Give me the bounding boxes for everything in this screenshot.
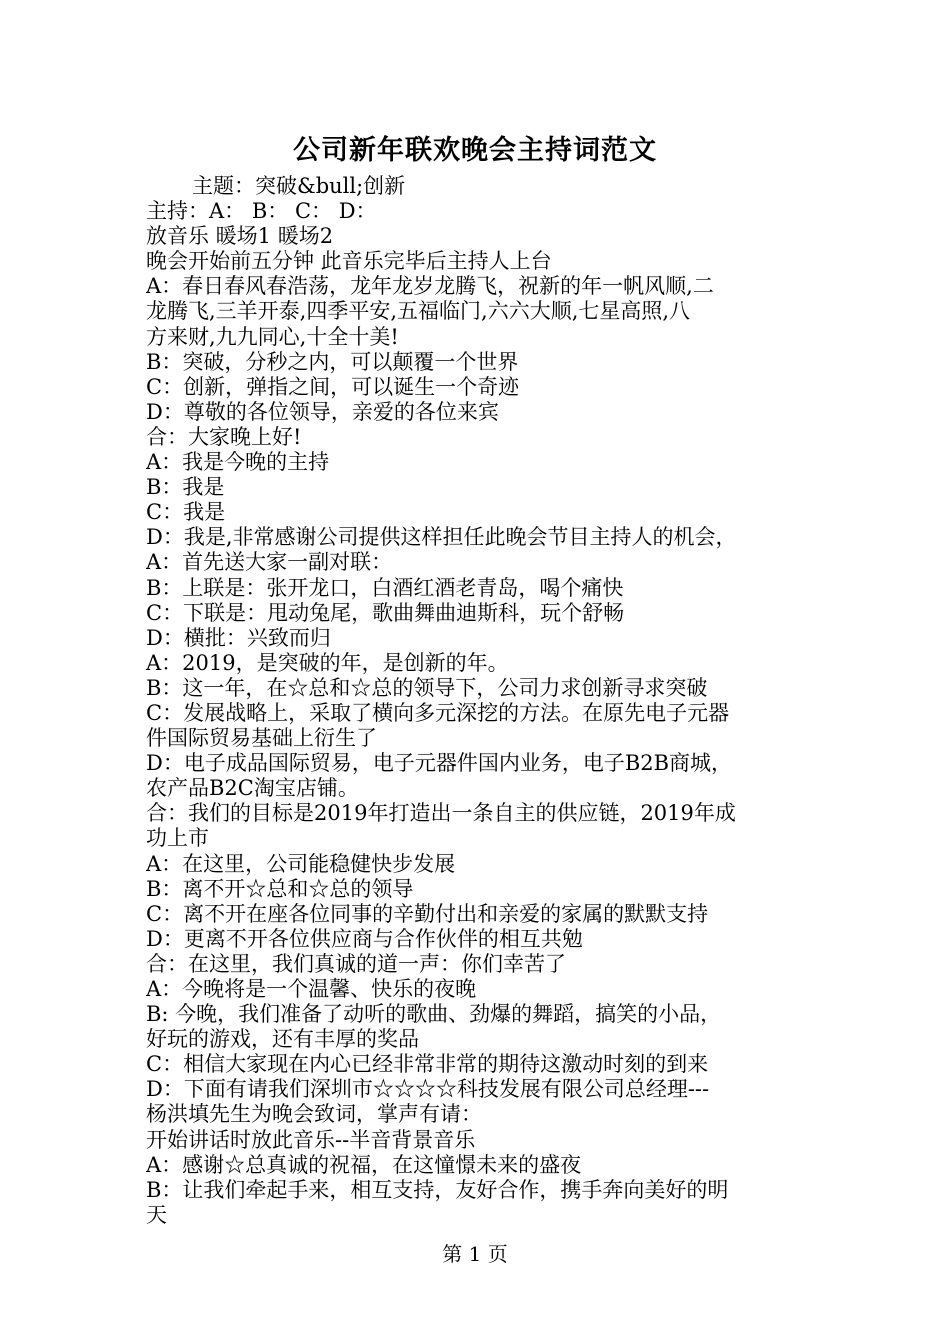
text-line: 龙腾飞,三羊开泰,四季平安,五福临门,六六大顺,七星高照,八 (146, 299, 691, 324)
text-line: B：突破，分秒之内，可以颠覆一个世界 (146, 349, 519, 374)
text-line: 主持：A： B： C： D： (146, 199, 377, 224)
text-line: 农产品B2C淘宝店铺。 (146, 776, 359, 801)
text-line: D：尊敬的各位领导，亲爱的各位来宾 (146, 399, 499, 424)
text-line: B：这一年，在☆总和☆总的领导下，公司力求创新寻求突破 (146, 675, 708, 700)
text-line-theme: 主题：突破&bull;创新 (192, 174, 406, 198)
text-line: A：春日春风春浩荡，龙年龙岁龙腾飞，祝新的年一帆风顺,二 (146, 274, 714, 299)
page-number: 第 1 页 (442, 1242, 508, 1266)
text-line: A：2019，是突破的年，是创新的年。 (146, 650, 509, 675)
text-line: A：我是今晚的主持 (146, 450, 330, 475)
text-line: A：首先送大家一副对联： (146, 550, 393, 575)
text-line: D：我是,非常感谢公司提供这样担任此晚会节目主持人的机会， (146, 525, 737, 550)
text-line: 开始讲话时放此音乐--半音背景音乐 (146, 1127, 476, 1152)
text-line: A：感谢☆总真诚的祝福，在这憧憬未来的盛夜 (146, 1152, 582, 1177)
text-line: C：离不开在座各位同事的辛勤付出和亲爱的家属的默默支持 (146, 901, 709, 926)
text-line: B：我是 (146, 475, 225, 500)
text-line: A：今晚将是一个温馨、快乐的夜晚 (146, 977, 477, 1001)
text-line: B：上联是：张开龙口，白酒红酒老青岛，喝个痛快 (146, 575, 624, 600)
text-line: 合：在这里，我们真诚的道一声：你们幸苦了 (146, 951, 566, 976)
text-line: B: 今晚，我们准备了动听的歌曲、劲爆的舞蹈，搞笑的小品， (146, 1002, 722, 1027)
text-line: 方来财,九九同心,十全十美! (146, 324, 399, 349)
text-line: B：离不开☆总和☆总的领导 (146, 876, 414, 901)
document-body (146, 174, 810, 1228)
text-line: D：更离不开各位供应商与合作伙伴的相互共勉 (146, 926, 583, 951)
text-line: C：发展战略上，采取了横向多元深挖的方法。在原先电子元器 (146, 700, 730, 725)
text-line: 杨洪填先生为晚会致词，掌声有请： (146, 1102, 482, 1127)
text-line: 放音乐 暖场1 暖场2 (146, 224, 334, 249)
text-line: C：创新，弹指之间，可以诞生一个奇迹 (146, 374, 520, 399)
text-line: 好玩的游戏，还有丰厚的奖品 (146, 1027, 419, 1052)
text-line: 功上市 (146, 826, 209, 851)
text-line: 合：我们的目标是2019年打造出一条自主的供应链，2019年成 (146, 801, 736, 826)
text-line: D：下面有请我们深圳市☆☆☆☆科技发展有限公司总经理--- (146, 1077, 710, 1102)
text-line: 件国际贸易基础上衍生了 (146, 726, 377, 751)
text-line: C：相信大家现在内心已经非常非常的期待这激动时刻的到来 (146, 1052, 709, 1077)
document-title: 公司新年联欢晚会主持词范文 (293, 135, 657, 166)
text-line: B：让我们牵起手来，相互支持，友好合作，携手奔向美好的明 (146, 1177, 729, 1202)
text-line: 天 (146, 1202, 167, 1227)
text-line: 合：大家晚上好! (146, 424, 302, 449)
text-line: D：电子成品国际贸易，电子元器件国内业务，电子B2B商城， (146, 751, 733, 776)
text-line: C：下联是：甩动兔尾，歌曲舞曲迪斯科，玩个舒畅 (146, 600, 625, 625)
text-line: A：在这里，公司能稳健快步发展 (146, 851, 456, 876)
text-line: D：横批：兴致而归 (146, 625, 331, 650)
text-line: C：我是 (146, 500, 226, 525)
text-line: 晚会开始前五分钟 此音乐完毕后主持人上台 (146, 249, 552, 274)
